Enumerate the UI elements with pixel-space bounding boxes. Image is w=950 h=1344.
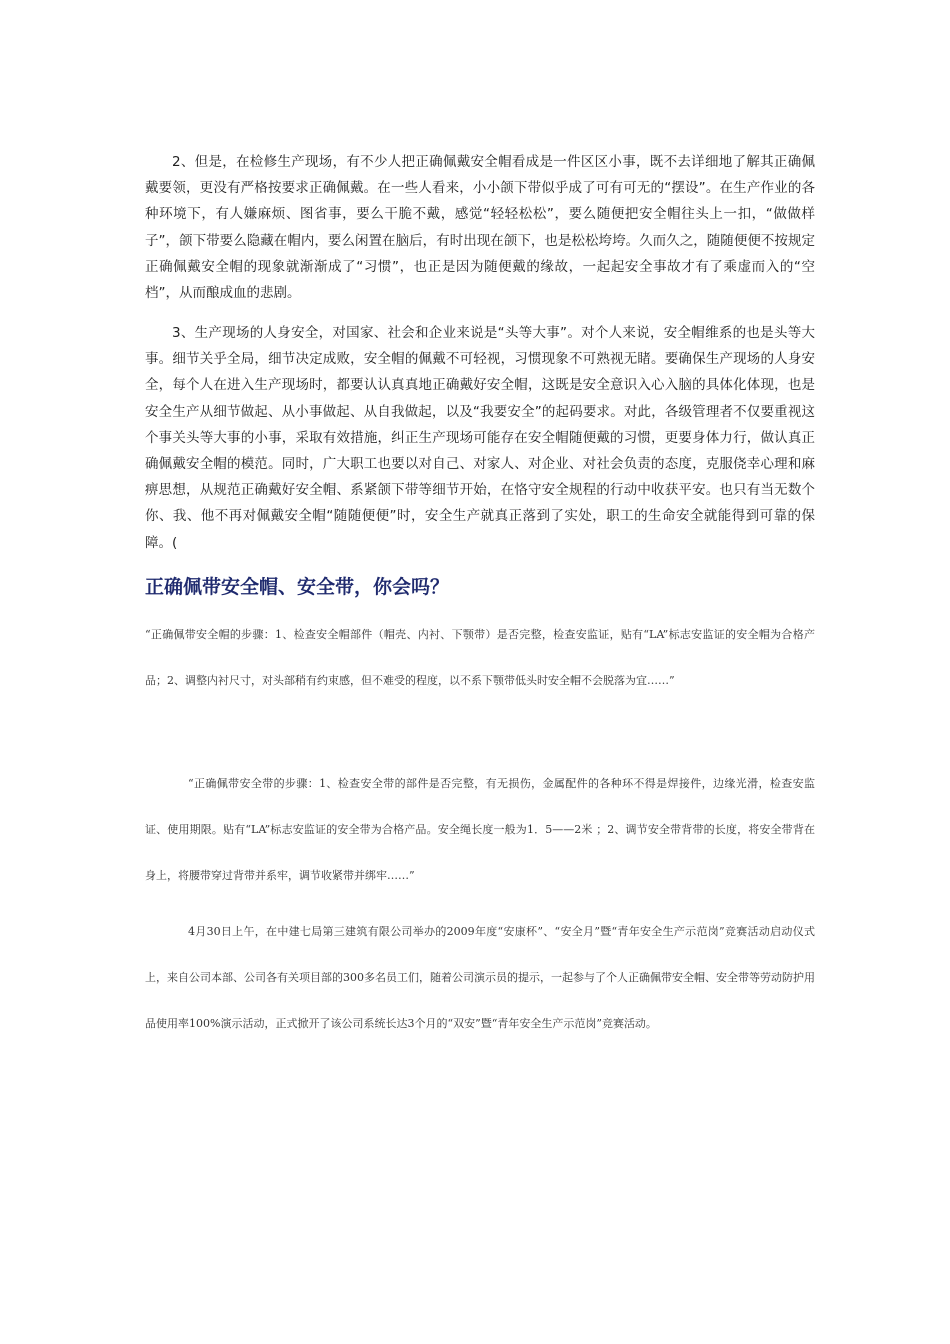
helmet-steps-paragraph: “正确佩带安全帽的步骤：1、检查安全帽部件（帽壳、内衬、下颚带）是否完整，检查安监证，贴有“LA”标志安监证的安全帽为合格产品；2、调整内衬尺寸，对头部稍有约束感，但不难受的程度，以不系下颚带低头时安全帽不会脱落为宜……” <box>145 628 815 687</box>
paragraph-point-3: 3、生产现场的人身安全，对国家、社会和企业来说是“头等大事”。对个人来说，安全帽维系的也是头等大事。细节关乎全局，细节决定成败，安全帽的佩戴不可轻视，习惯现象不可熟视无睹。要确保生产现场的人身安全，每个人在进入生产现场时，都要认认真真地正确戴好安全帽，这既是安全意识入心入脑的具体化体现，也是安全生产从细节做起、从小事做起、从自我做起，以及“我要安全”的起码要求。对此，各级管理者不仅要重视这个事关头等大事的小事，采取有效措施，纠正生产现场可能存在安全帽随便戴的习惯，更要身体力行，做认真正确佩戴安全帽的模范。同时，广大职工也要以对自己、对家人、对企业、对社会负责的态度，克服侥幸心理和麻痹思想，从规范正确戴好安全帽、系紧颌下带等细节开始，在恪守安全规程的行动中收获平安。也只有当无数个你、我、他不再对佩戴安全帽“随随便便”时，安全生产就真正落到了实处，职工的生命安全就能得到可靠的保障。( <box>145 325 815 551</box>
section-heading: 正确佩带安全帽、安全带，你会吗？ <box>145 576 450 598</box>
belt-steps-paragraph: “正确佩带安全带的步骤：1、检查安全带的部件是否完整，有无损伤，金属配件的各种环不得是焊接件，边缘光滑，检查安监证、使用期限。贴有“LA”标志安监证的安全带为合格产品。安全绳长度一般为1．5——2米 ；2、调节安全带背带的长度，将安全带背在身上，将腰带穿过背带并系牢，调节收紧带并绑牢……” <box>145 777 815 882</box>
event-paragraph: 4月30日上午，在中建七局第三建筑有限公司举办的2009年度“安康杯”、“安全月”暨“青年安全生产示范岗”竞赛活动启动仪式上，来自公司本部、公司各有关项目部的300多名员工们，随着公司演示员的提示，一起参与了个人正确佩带安全帽、安全带等劳动防护用品使用率100%演示活动，正式掀开了该公司系统长达3个月的“双安”暨“青年安全生产示范岗”竞赛活动。 <box>145 925 815 1030</box>
paragraph-point-2: 2、但是，在检修生产现场，有不少人把正确佩戴安全帽看成是一件区区小事，既不去详细地了解其正确佩戴要领，更没有严格按要求正确佩戴。在一些人看来，小小颌下带似乎成了可有可无的“摆设”。在生产作业的各种环境下，有人嫌麻烦、图省事，要么干脆不戴，感觉“轻轻松松”，要么随便把安全帽往头上一扣，“做做样子”，颌下带要么隐藏在帽内，要么闲置在脑后，有时出现在颌下，也是松松垮垮。久而久之，随随便便不按规定正确佩戴安全帽的现象就渐渐成了“习惯”，也正是因为随便戴的缘故，一起起安全事故才有了乘虚而入的“空档”，从而酿成血的悲剧。 <box>145 154 815 302</box>
